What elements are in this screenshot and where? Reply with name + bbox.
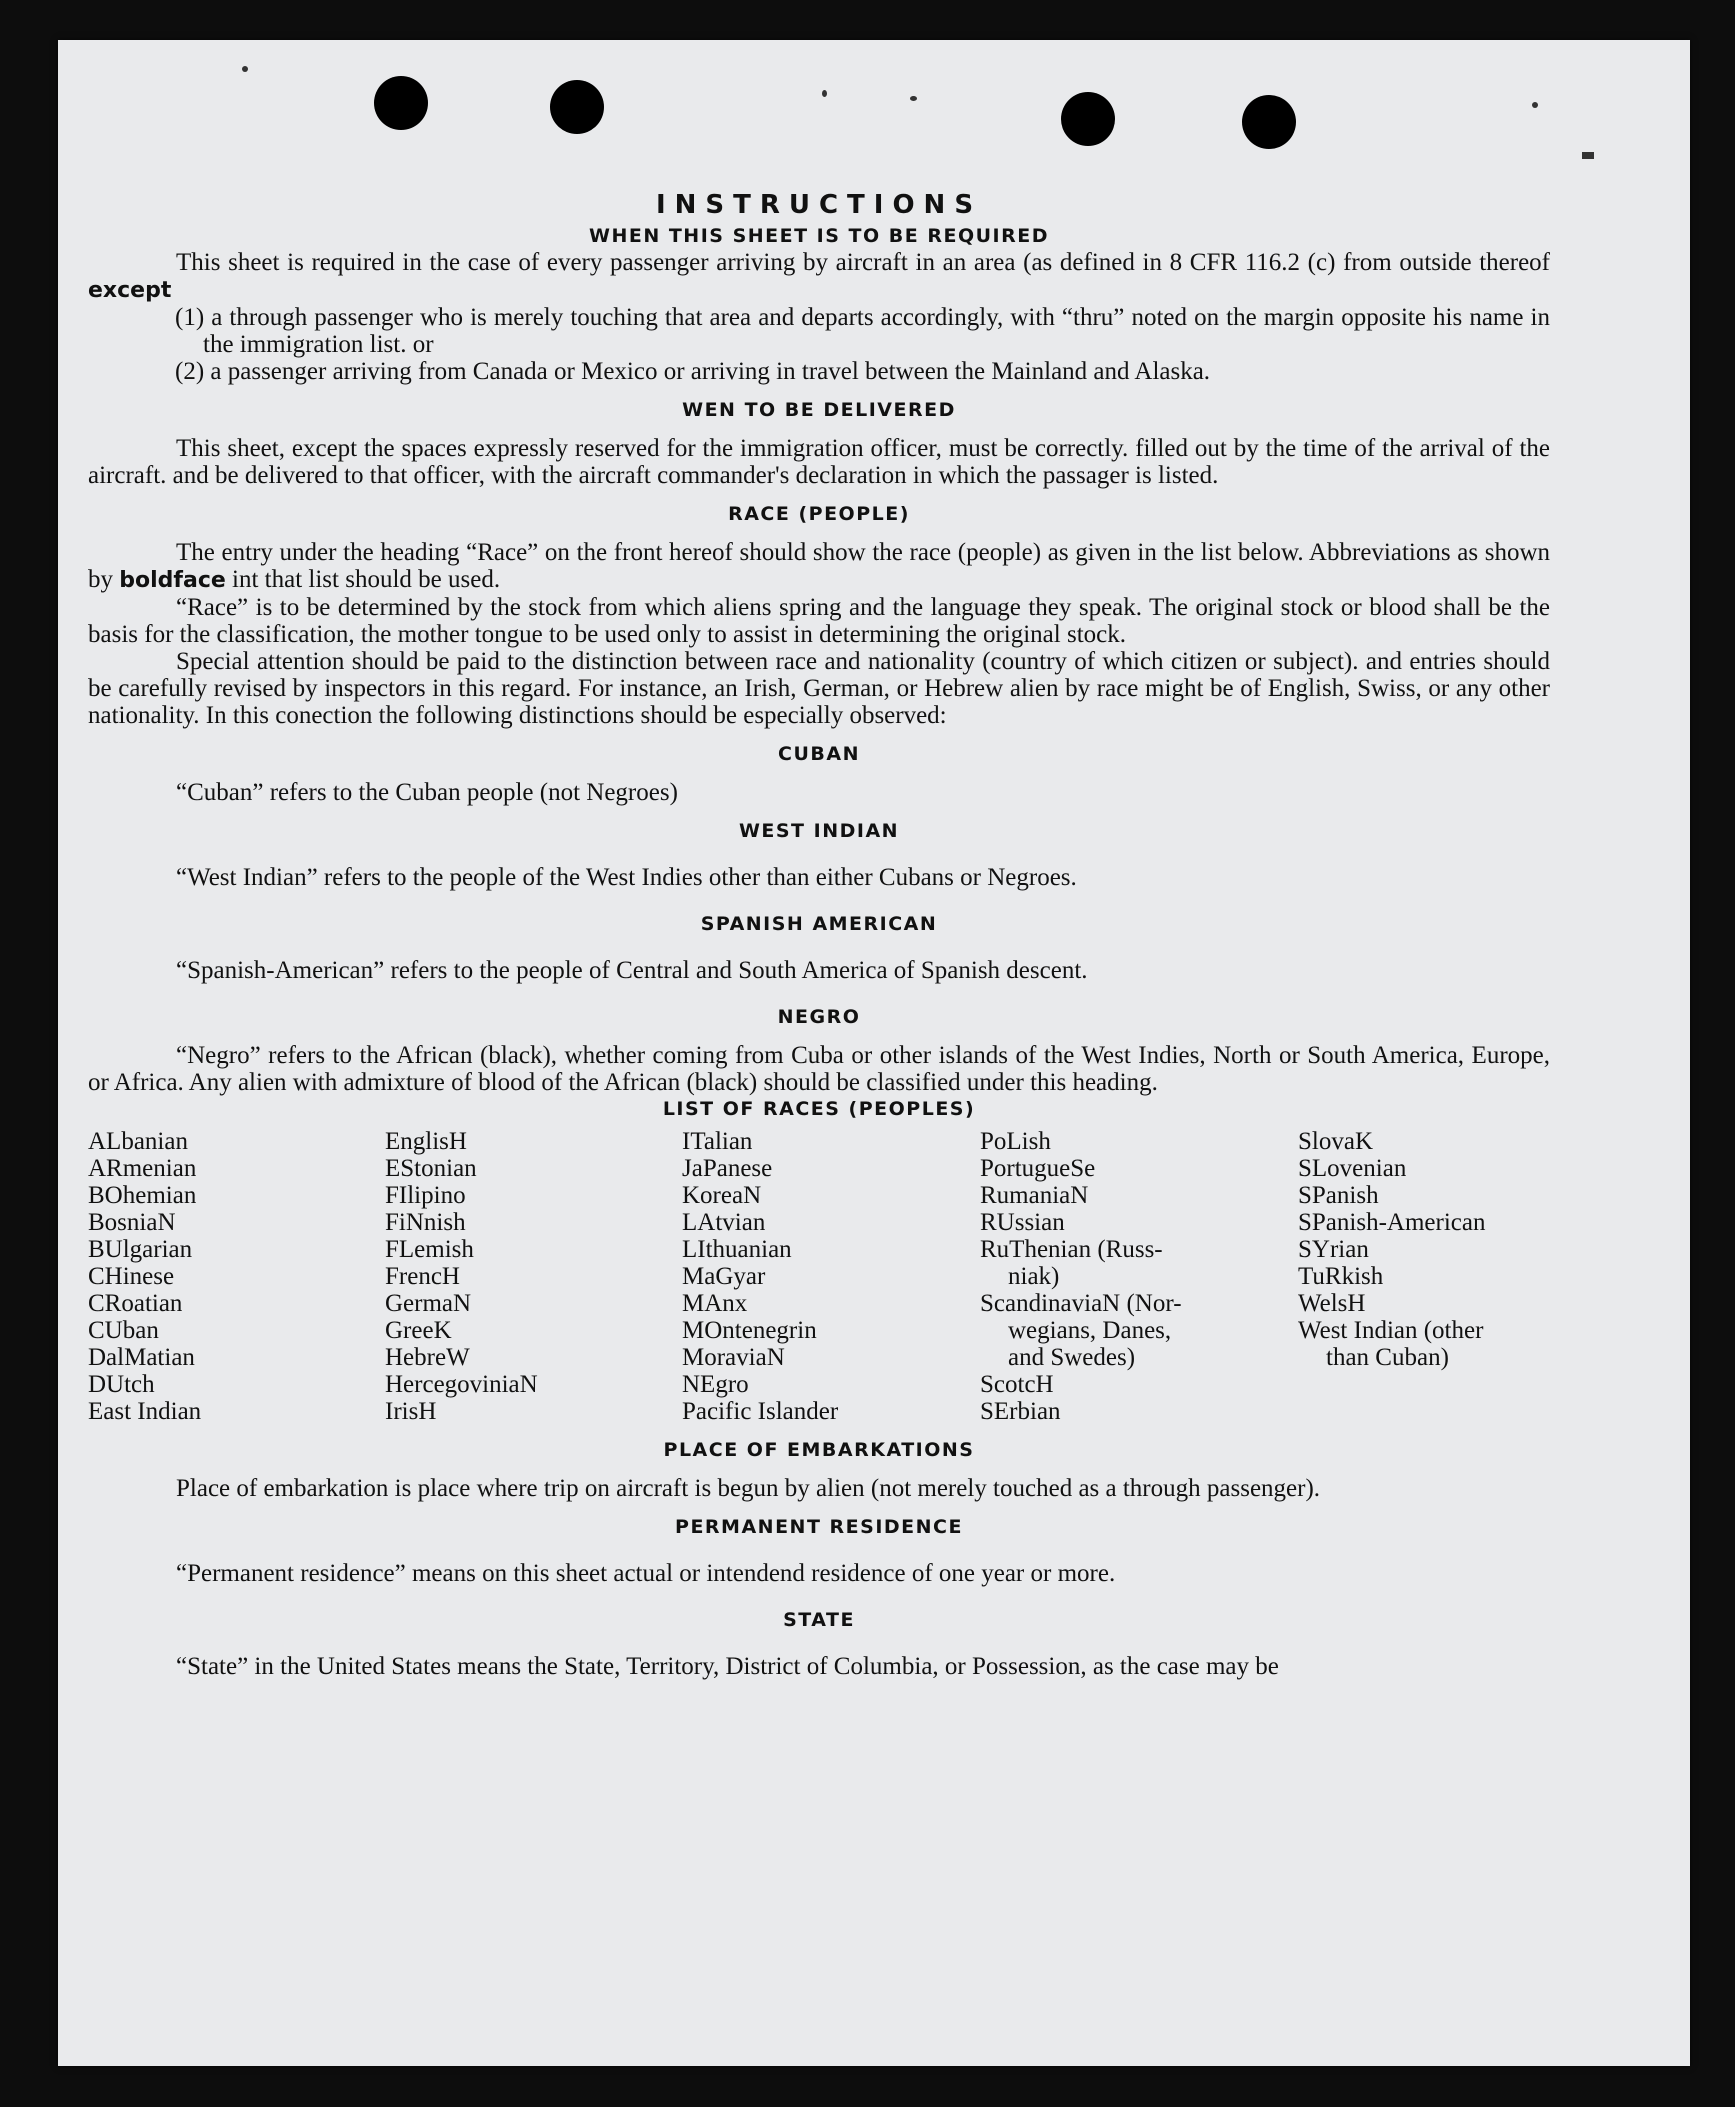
residence-text: “Permanent residence” means on this sheet actual or intendend residence of one year or more. [176,1560,1116,1587]
race-item: FrencH [385,1263,460,1290]
speck [910,96,917,101]
race-item: LIthuanian [682,1236,792,1263]
race-item-continued: than Cuban) [1326,1344,1449,1371]
race-item: BUlgarian [88,1236,193,1263]
race-item: HercegoviniaN [385,1371,538,1398]
races-column-3 [682,1128,980,1425]
race-item: MoraviaN [682,1344,785,1371]
required-item-2: (2) a passenger arriving from Canada or Mexico or arriving in travel between the Mainland and Alaska. [175,358,1211,385]
race-item: CRoatian [88,1290,183,1317]
race-heading: RACE (PEOPLE) [728,503,910,525]
race-item: CHinese [88,1263,175,1290]
required-intro-text: This sheet is required in the case of every passenger arriving by aircraft in an area (as defined in 8 CFR 116.2 (c) from outside thereof [176,249,1550,276]
race-item: ScotcH [980,1371,1054,1398]
race-item: BosniaN [88,1209,176,1236]
speck [242,66,248,72]
race-item: TuRkish [1298,1263,1384,1290]
state-heading: STATE [783,1609,855,1631]
race-item: West Indian (other [1298,1317,1484,1344]
page-title: INSTRUCTIONS [655,190,983,220]
west-indian-heading: WEST INDIAN [738,820,900,842]
race-item: ARmenian [88,1155,197,1182]
race-p1-before: The entry under the heading “Race” on the front hereof should show the race (people) as given in the list below. Abbreviations as shown by [88,539,1550,593]
embarkation-heading: PLACE OF EMBARKATIONS [663,1439,975,1461]
races-column-4 [980,1128,1298,1425]
race-item-continued: niak) [1008,1263,1060,1290]
race-item: PortugueSe [980,1155,1096,1182]
race-item: PoLish [980,1128,1051,1155]
speck [1582,152,1594,159]
race-item: SLovenian [1298,1155,1407,1182]
race-item: SlovaK [1298,1128,1373,1155]
race-item: FIlipino [385,1182,466,1209]
punch-hole-3 [1061,92,1115,146]
race-item: RumaniaN [980,1182,1089,1209]
delivered-text: This sheet, except the spaces expressly reserved for the immigration officer, must be correctly. filled out by the time of the arrival of the aircraft. and be delivered to that officer, with the aircraft commander's declaration in which the passager is listed. [88,435,1550,489]
race-item: ScandinaviaN (Nor- [980,1290,1182,1317]
residence-heading: PERMANENT RESIDENCE [675,1516,963,1538]
race-item: DUtch [88,1371,155,1398]
race-item: ALbanian [88,1128,188,1155]
speck [822,90,827,97]
races-column-1 [88,1128,385,1425]
embarkation-text: Place of embarkation is place where trip on aircraft is begun by alien (not merely touched as a through passenger). [176,1475,1321,1502]
race-item-continued: wegians, Danes, [1008,1317,1172,1344]
required-intro [88,249,1550,304]
punch-hole-2 [550,80,604,134]
race-item: IrisH [385,1398,437,1425]
spanish-american-heading: SPANISH AMERICAN [700,913,938,935]
cuban-text: “Cuban” refers to the Cuban people (not Negroes) [176,779,678,806]
punch-hole-4 [1242,95,1296,149]
negro-heading: NEGRO [777,1006,861,1028]
spanish-american-text: “Spanish-American” refers to the people of Central and South America of Spanish descent. [176,957,1088,984]
race-item-continued: and Swedes) [1008,1344,1136,1371]
race-item: MOntenegrin [682,1317,817,1344]
race-item: SPanish-American [1298,1209,1486,1236]
race-p1-after: int that list should be used. [232,566,501,593]
race-item: SPanish [1298,1182,1379,1209]
boldface-bold: boldface [119,568,226,593]
race-item: SYrian [1298,1236,1369,1263]
race-item: JaPanese [682,1155,773,1182]
race-item: SErbian [980,1398,1061,1425]
race-item: DalMatian [88,1344,195,1371]
race-paragraph-2: “Race” is to be determined by the stock from which aliens spring and the language they speak. The original stock or blood shall be the basis for the classification, the mother tongue to be used only to assist in determining the original stock. [88,594,1550,648]
instructions-content [88,192,1550,1680]
state-text: “State” in the United States means the State, Territory, District of Columbia, or Possession, as the case may be [176,1653,1279,1680]
race-item: EStonian [385,1155,477,1182]
race-item: RuThenian (Russ- [980,1236,1163,1263]
cuban-heading: CUBAN [778,743,860,765]
punch-hole-1 [374,76,428,130]
race-item: LAtvian [682,1209,766,1236]
race-item: FLemish [385,1236,474,1263]
race-item: CUban [88,1317,159,1344]
race-paragraph-3: Special attention should be paid to the distinction between race and nationality (country of which citizen or subject). and entries should be carefully revised by inspectors in this regard. For instance, an Irish, German, or Hebrew alien by race might be of English, Swiss, or any other nationality. In this conection the following distinctions should be especially observed: [88,648,1550,729]
race-item: MaGyar [682,1263,766,1290]
race-item: FiNnish [385,1209,466,1236]
races-list [88,1128,1550,1425]
race-item: East Indian [88,1398,202,1425]
required-item-1: (1) a through passenger who is merely touching that area and departs accordingly, with “thru” noted on the margin opposite his name in the immigration list. or [175,304,1550,358]
delivered-heading: WEN TO BE DELIVERED [682,399,956,421]
races-column-5 [1298,1128,1550,1425]
race-item: HebreW [385,1344,470,1371]
document-sheet [58,40,1690,2066]
race-item: Pacific Islander [682,1398,839,1425]
list-of-races-heading: LIST OF RACES (PEOPLES) [662,1098,976,1120]
race-item: EnglisH [385,1128,467,1155]
race-item: WelsH [1298,1290,1366,1317]
races-column-2 [385,1128,682,1425]
race-item: NEgro [682,1371,749,1398]
required-heading: WHEN THIS SHEET IS TO BE REQUIRED [588,225,1049,247]
except-bold: except [88,278,172,303]
race-paragraph-1 [88,539,1550,594]
negro-text: “Negro” refers to the African (black), whether coming from Cuba or other islands of the West Indies, North or South America, Europe, or Africa. Any alien with admixture of blood of the African (black) should be classified under this heading. [88,1042,1550,1096]
west-indian-text: “West Indian” refers to the people of the West Indies other than either Cubans or Negroes. [176,864,1077,891]
race-item: KoreaN [682,1182,762,1209]
speck [1532,102,1538,108]
race-item: GermaN [385,1290,472,1317]
race-item: ITalian [682,1128,753,1155]
race-item: BOhemian [88,1182,197,1209]
race-item: GreeK [385,1317,452,1344]
race-item: RUssian [980,1209,1065,1236]
race-item: MAnx [682,1290,748,1317]
